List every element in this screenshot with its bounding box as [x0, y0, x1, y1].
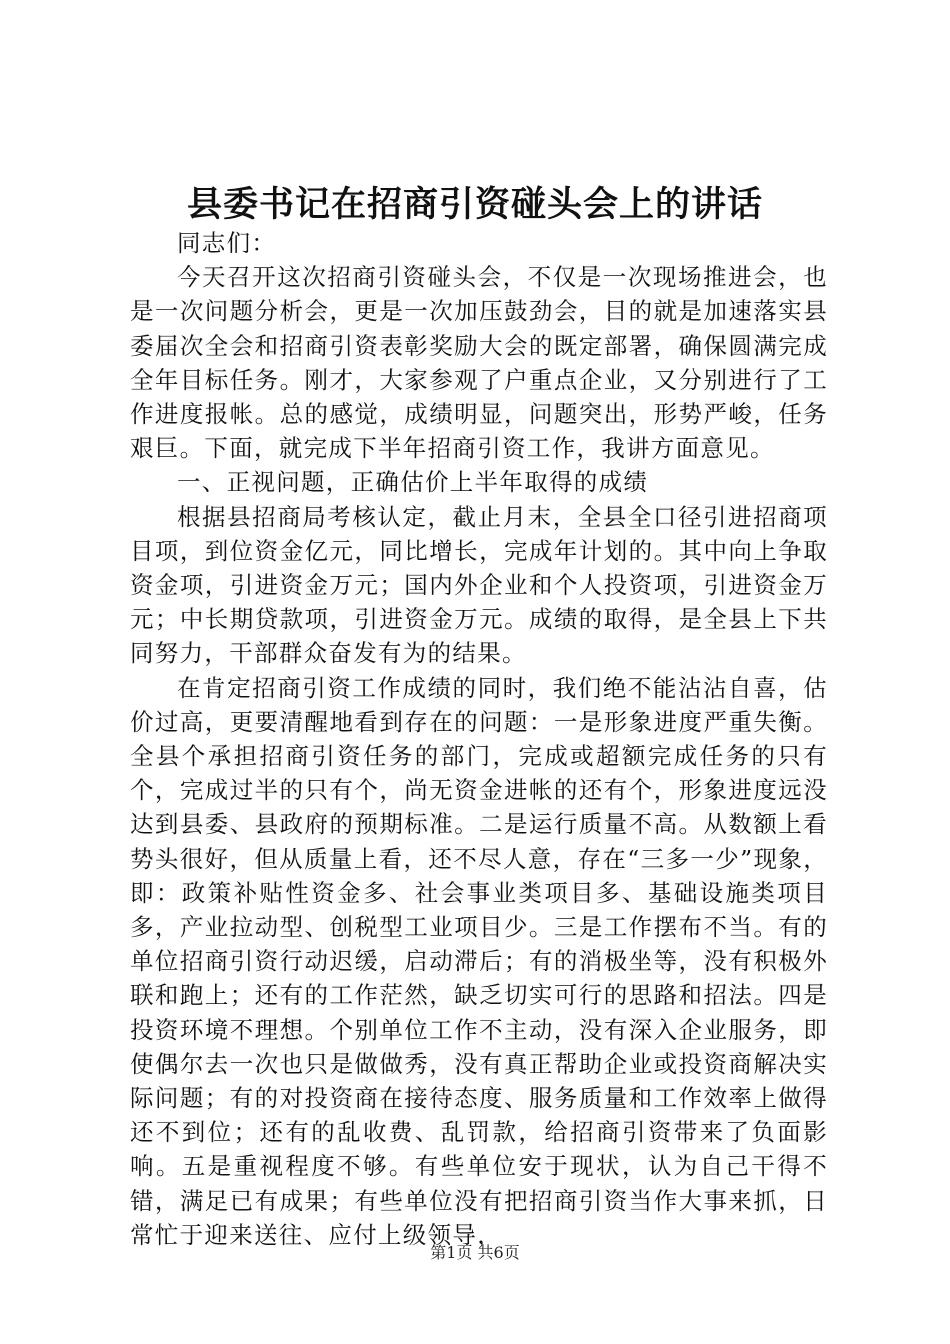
problems-paragraph: 在肯定招商引资工作成绩的同时，我们绝不能沾沾自喜，估价过高，更要清醒地看到存在的问题：一是形象进度严重失衡。全县个承担招商引资任务的部门，完成或超额完成任务的只有个，完成过半的只有个，尚无资金进帐的还有个，形象进度远没达到县委、县政府的预期标准。二是运行质量不高。从数额上看势头很好，但从质量上看，还不尽人意，存在“三多一少”现象，即：政策补贴性资金多、社会事业类项目多、基础设施类项目多，产业拉动型、创税型工业项目少。三是工作摆布不当。有的单位招商引资行动迟缓，启动滞后；有的消极坐等，没有积极外联和跑上；还有的工作茫然，缺乏切实可行的思路和招法。四是投资环境不理想。个别单位工作不主动，没有深入企业服务，即使偶尔去一次也只是做做秀，没有真正帮助企业或投资商解决实际问题；有的对投资商在接待态度、服务质量和工作效率上做得还不到位；还有的乱收费、乱罚款，给招商引资带来了负面影响。五是重视程度不够。有些单位安于现状，认为自己干得不错，满足已有成果；有些单位没有把招商引资当作大事来抓，日常忙于迎来送往、应付上级领导， — [130, 673, 828, 1249]
opening-paragraph: 今天召开这次招商引资碰头会，不仅是一次现场推进会，也是一次问题分析会，更是一次加压鼓劲会，目的就是加速落实县委届次全会和招商引资表彰奖励大会的既定部署，确保圆满完成全年目标任务。刚才，大家参观了户重点企业，又分别进行了工作进度报帐。总的感觉，成绩明显，问题突出，形势严峻，任务艰巨。下面，就完成下半年招商引资工作，我讲方面意见。 — [130, 263, 828, 463]
page-number-footer: 第1页 共6页 — [430, 1243, 520, 1262]
document-body — [130, 226, 828, 1252]
document-title: 县委书记在招商引资碰头会上的讲话 — [186, 184, 763, 225]
salutation-paragraph: 同志们： — [177, 229, 277, 257]
section-heading-1: 一、正视问题，正确估价上半年取得的成绩 — [177, 468, 649, 497]
achievements-paragraph: 根据县招商局考核认定，截止月末，全县全口径引进招商项目项，到位资金亿元，同比增长，完成年计划的。其中向上争取资金项，引进资金万元；国内外企业和个人投资项，引进资金万元；中长期贷款项，引进资金万元。成绩的取得，是全县上下共同努力，干部群众奋发有为的结果。 — [130, 502, 828, 668]
